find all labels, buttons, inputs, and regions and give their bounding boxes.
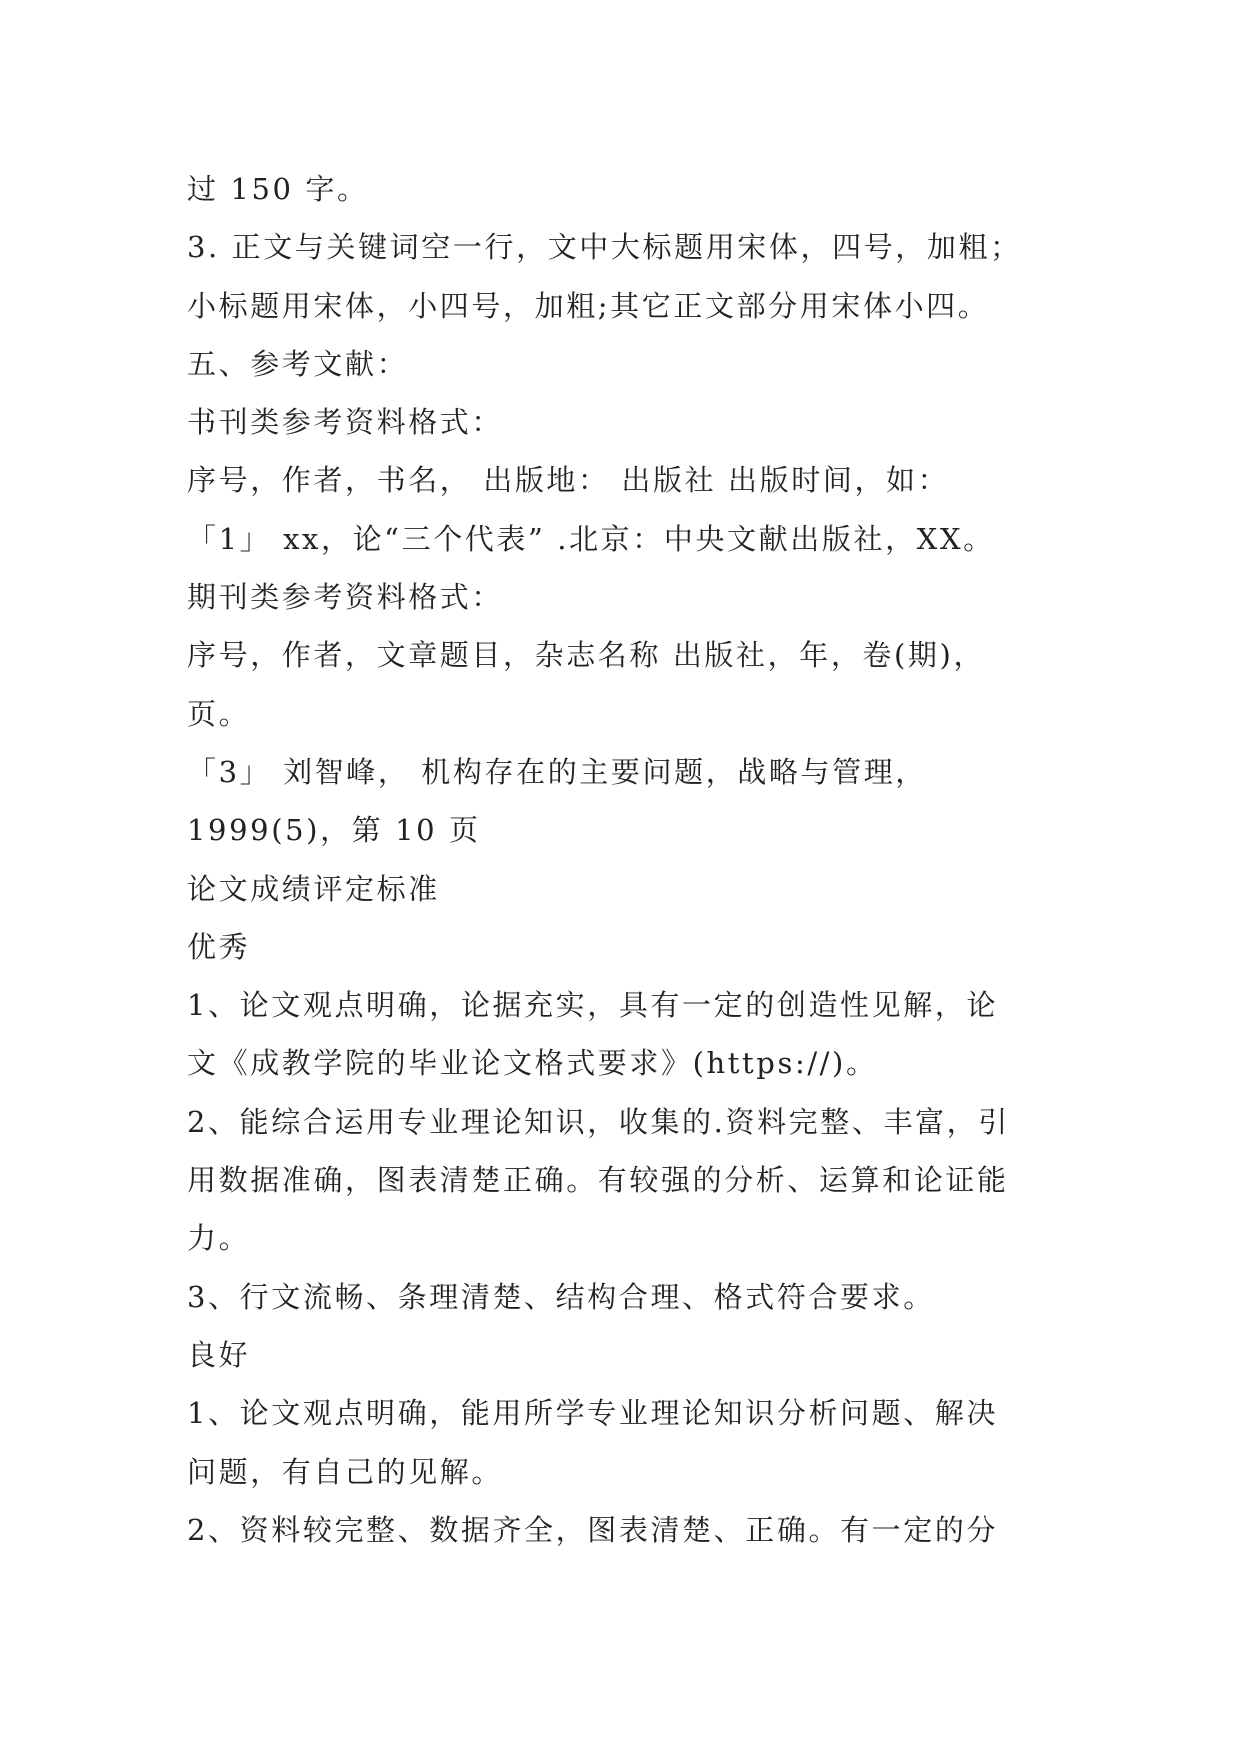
text-line: 1999(5)，第 10 页 — [187, 813, 481, 848]
text-line: 2、能综合运用专业理论知识，收集的.资料完整、丰富，引 — [187, 1104, 1010, 1139]
text-line: 文《成教学院的毕业论文格式要求》(https://)。 — [187, 1046, 878, 1081]
text-line: 1、论文观点明确，论据充实，具有一定的创造性见解，论 — [187, 988, 999, 1023]
section-heading: 论文成绩评定标准 — [187, 871, 440, 906]
document-body — [187, 160, 1067, 1559]
grade-heading: 优秀 — [187, 929, 251, 964]
text-line: 序号，作者，文章题目，杂志名称 出版社，年，卷(期)， — [187, 638, 986, 673]
section-heading: 五、参考文献： — [187, 346, 409, 381]
text-line: 序号，作者，书名， 出版地： 出版社 出版时间，如： — [187, 463, 950, 498]
text-line: 1、论文观点明确，能用所学专业理论知识分析问题、解决 — [187, 1396, 999, 1431]
text-line: 问题，有自己的见解。 — [187, 1454, 504, 1489]
reference-example: 「1」 xx，论“三个代表” .北京：中央文献出版社，XX。 — [187, 521, 995, 556]
text-line: 小标题用宋体，小四号，加粗;其它正文部分用宋体小四。 — [187, 288, 990, 323]
grade-heading: 良好 — [187, 1337, 251, 1372]
text-line: 3、行文流畅、条理清楚、结构合理、格式符合要求。 — [187, 1279, 935, 1314]
text-line: 用数据准确，图表清楚正确。有较强的分析、运算和论证能 — [187, 1163, 1009, 1198]
text-line: 过 150 字。 — [187, 172, 369, 206]
text-line: 期刊类参考资料格式： — [187, 580, 504, 615]
text-line: 3. 正文与关键词空一行，文中大标题用宋体，四号，加粗； — [187, 230, 1022, 265]
text-line: 页。 — [187, 696, 251, 731]
text-line: 2、资料较完整、数据齐全，图表清楚、正确。有一定的分 — [187, 1512, 999, 1547]
reference-example: 「3」 刘智峰， 机构存在的主要问题，战略与管理， — [187, 754, 927, 789]
text-line: 书刊类参考资料格式： — [187, 405, 504, 440]
text-line: 力。 — [187, 1221, 251, 1256]
